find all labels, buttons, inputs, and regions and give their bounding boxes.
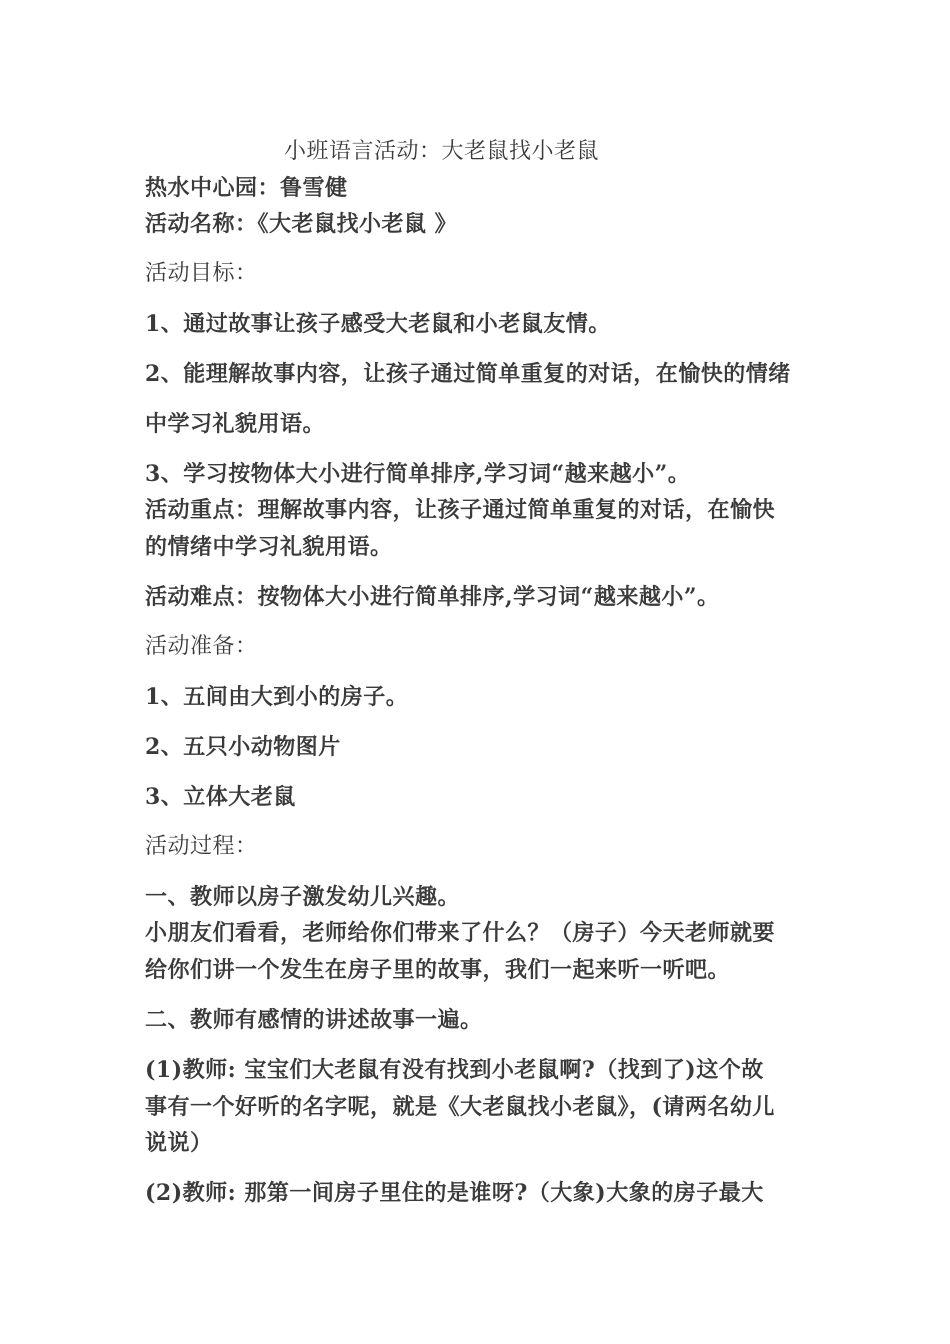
goals-heading: 活动目标： — [145, 261, 258, 286]
step-2-heading: 二、教师有感情的讲述故事一遍。 — [145, 1007, 483, 1033]
activity-name: 活动名称：《大老鼠找小老鼠 》 — [145, 211, 458, 237]
prep-item-3: 3、立体大老鼠 — [145, 784, 296, 810]
question-2: (2)教师: 那第一间房子里住的是谁呀?（大象)大象的房子最大 — [145, 1180, 764, 1206]
prep-item-2: 2、五只小动物图片 — [145, 734, 341, 760]
author-line: 热水中心园：鲁雪健 — [145, 175, 348, 201]
difficulty: 活动难点：按物体大小进行简单排序,学习词“越来越小”。 — [145, 584, 720, 610]
goal-item-2: 2、能理解故事内容，让孩子通过简单重复的对话，在愉快的情绪 — [145, 361, 791, 387]
question-1-end: 说说） — [145, 1130, 213, 1156]
key-point-continued: 的情绪中学习礼貌用语。 — [145, 534, 393, 560]
prep-item-1: 1、五间由大到小的房子。 — [145, 684, 409, 710]
goal-item-1: 1、通过故事让孩子感受大老鼠和小老鼠友情。 — [145, 311, 611, 337]
step-1-text: 小朋友们看看，老师给你们带来了什么？（房子）今天老师就要 — [145, 920, 776, 946]
prep-heading: 活动准备： — [145, 634, 258, 659]
step-1-text-continued: 给你们讲一个发生在房子里的故事，我们一起来听一听吧。 — [145, 957, 731, 983]
process-heading: 活动过程： — [145, 834, 258, 859]
step-1-heading: 一、教师以房子激发幼儿兴趣。 — [145, 884, 461, 910]
document-title: 小班语言活动：大老鼠找小老鼠 — [284, 139, 600, 164]
goal-item-3: 3、学习按物体大小进行简单排序,学习词“越来越小”。 — [145, 461, 691, 487]
question-1-continued: 事有一个好听的名字呢，就是《大老鼠找小老鼠》，(请两名幼儿 — [145, 1094, 775, 1120]
question-1: (1)教师: 宝宝们大老鼠有没有找到小老鼠啊?（找到了)这个故 — [145, 1057, 764, 1083]
goal-item-2-continued: 中学习礼貌用语。 — [145, 411, 326, 437]
key-point: 活动重点：理解故事内容，让孩子通过简单重复的对话，在愉快 — [145, 497, 776, 523]
